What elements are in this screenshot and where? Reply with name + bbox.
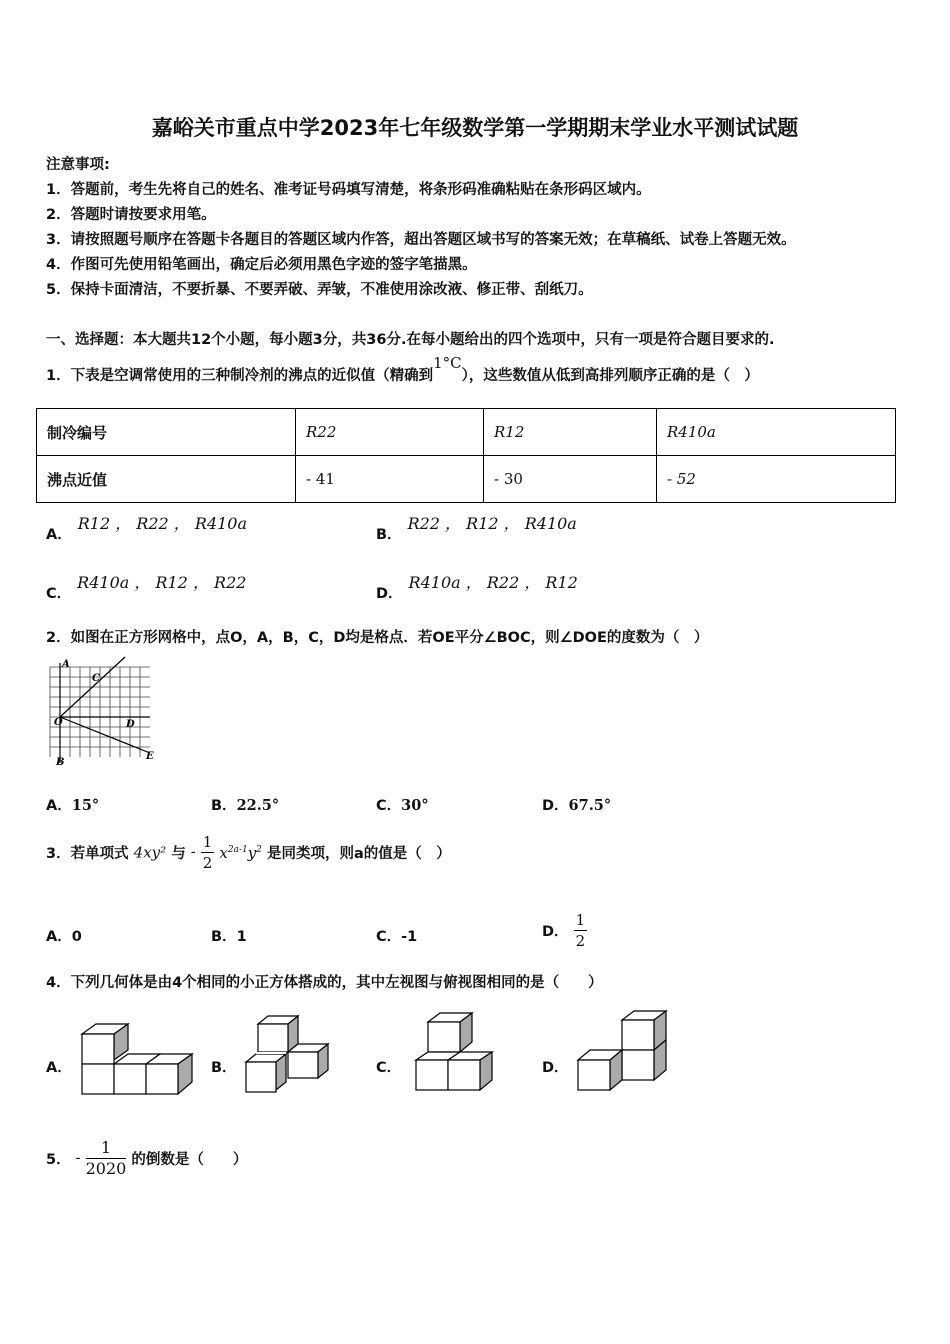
question-5: 5． - $\frac{1}{2020}$ 的倒数是（ ）: [46, 1138, 248, 1178]
label-e: E: [146, 751, 154, 762]
option-a[interactable]: A．0: [46, 929, 82, 945]
table-cell: - 30: [484, 456, 657, 503]
refrigerant-table: [36, 408, 896, 503]
ray-oe: [60, 717, 150, 753]
question-3: 3．若单项式 4xy² 与 - $\frac{1}{2}$ $x^{2a-1}y^2$ 是同类项，则a的值是（ ）: [46, 833, 451, 872]
solid-c-figure: [410, 1010, 500, 1095]
label-c: C: [92, 673, 100, 684]
table-cell: R410a: [657, 409, 896, 456]
option-a[interactable]: A．15°: [46, 797, 100, 814]
solid-d-figure: [574, 1008, 674, 1098]
fraction-half: $\frac{1}{2}$: [202, 833, 213, 872]
notice-item: 5．保持卡面清洁，不要折暴、不要弄破、弄皱，不准使用涂改液、修正带、刮纸刀。: [46, 282, 593, 298]
option-d[interactable]: D．: [542, 1060, 569, 1076]
monomial-2: $x^{2a-1}y^2$: [219, 843, 262, 862]
grid-figure: [40, 655, 165, 770]
table-cell: R12: [484, 409, 657, 456]
question-4: 4．下列几何体是由4个相同的小正方体搭成的，其中左视图与俯视图相同的是（ ）: [46, 975, 603, 991]
notice-item: 4．作图可先使用铅笔画出，确定后必须用黑色字迹的签字笔描黑。: [46, 257, 477, 273]
option-d[interactable]: D．R410a ， R22 ， R12: [376, 573, 578, 602]
notice-heading: 注意事项:: [46, 157, 110, 173]
notice-item: 3．请按照题号顺序在答题卡各题目的答题区域内作答，超出答题区域书写的答案无效；在草稿纸、试卷上答题无效。: [46, 232, 796, 248]
option-c[interactable]: C．: [376, 1060, 402, 1076]
section-heading: 一、选择题：本大题共12个小题，每小题3分，共36分.在每小题给出的四个选项中，只有一项是符合题目要求的.: [46, 332, 775, 348]
option-d[interactable]: D．67.5°: [542, 797, 612, 814]
monomial-1: 4xy²: [133, 843, 167, 862]
unit-celsius: 1°C: [433, 354, 462, 372]
label-b: B: [56, 757, 65, 768]
label-o: O: [54, 717, 63, 728]
option-c[interactable]: C．R410a ， R12 ， R22: [46, 573, 247, 602]
option-b[interactable]: B．: [211, 1060, 237, 1076]
option-d[interactable]: D． $\frac{1}{2}$: [542, 911, 586, 950]
table-header: 制冷编号: [37, 409, 296, 456]
notice-item: 2．答题时请按要求用笔。: [46, 207, 216, 223]
option-b[interactable]: B．22.5°: [211, 797, 280, 814]
notice-item: 1．答题前，考生先将自己的姓名、准考证号码填写清楚，将条形码准确粘贴在条形码区域内。: [46, 182, 651, 198]
option-c[interactable]: C．-1: [376, 929, 418, 945]
question-1: 1．下表是空调常使用的三种制冷剂的沸点的近似值（精确到1°C），这些数值从低到高排列顺序正确的是（ ）: [46, 354, 759, 384]
fraction-1-2020: $\frac{1}{2020}$: [85, 1138, 127, 1178]
option-b[interactable]: B．R22 ， R12 ， R410a: [376, 514, 577, 543]
solid-b-figure: [242, 1012, 337, 1097]
option-b[interactable]: B．1: [211, 929, 247, 945]
solid-a-figure: [76, 1018, 201, 1098]
table-header: 沸点近值: [37, 456, 296, 503]
option-c[interactable]: C．30°: [376, 797, 429, 814]
option-a[interactable]: A．R12 ， R22 ， R410a: [46, 514, 248, 543]
label-a: A: [62, 659, 70, 670]
table-cell: R22: [296, 409, 484, 456]
option-a[interactable]: A．: [46, 1060, 72, 1076]
table-cell: - 52: [657, 456, 896, 503]
exam-title: 嘉峪关市重点中学2023年七年级数学第一学期期末学业水平测试试题: [151, 116, 799, 140]
table-cell: - 41: [296, 456, 484, 503]
label-d: D: [126, 719, 135, 730]
question-2: 2．如图在正方形网格中，点O，A，B，C，D均是格点．若OE平分∠BOC，则∠DOE的度数为（ ）: [46, 630, 709, 646]
